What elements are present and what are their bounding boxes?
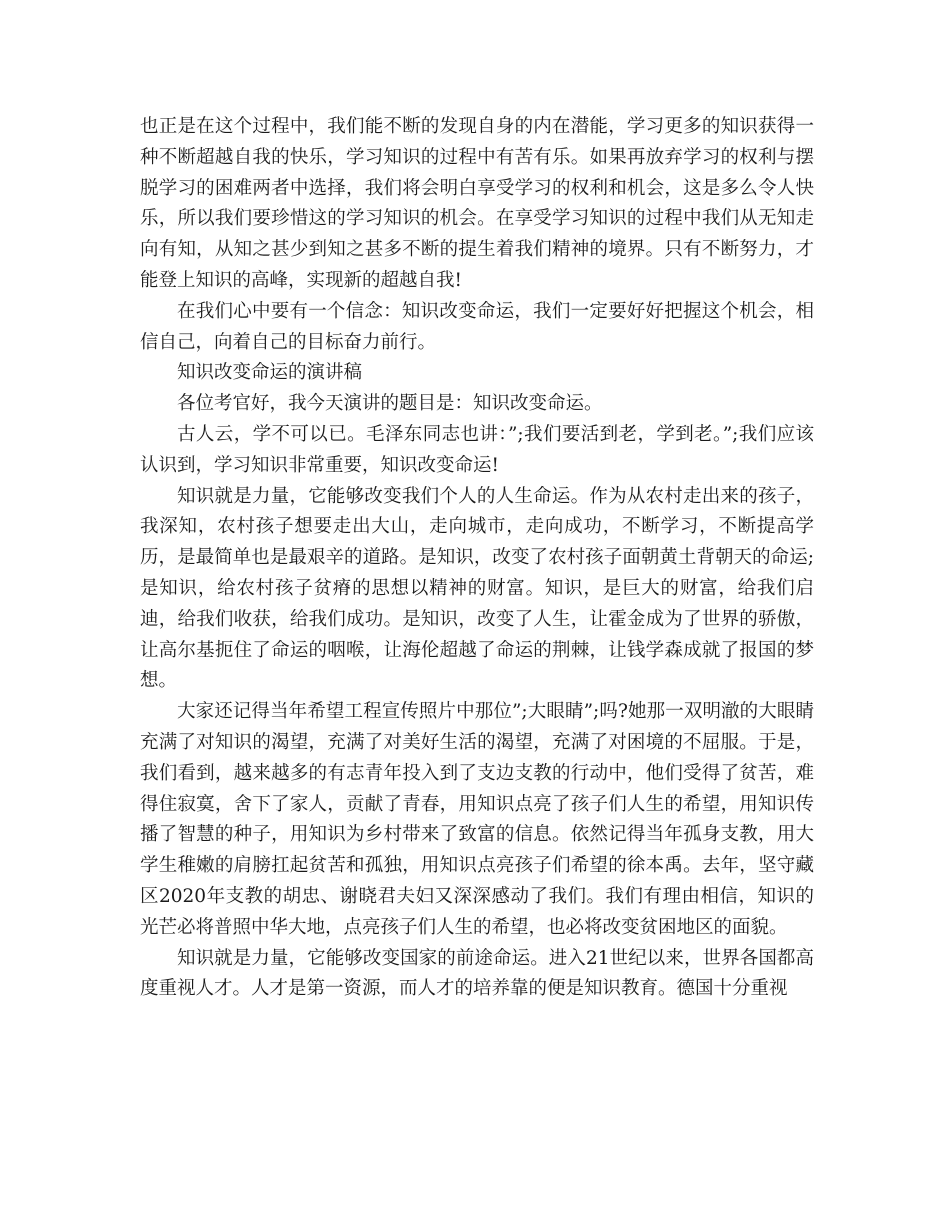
paragraph: 在我们心中要有一个信念：知识改变命运，我们一定要好好把握这个机会，相信自己，向着自己的目标奋力前行。 <box>140 300 814 353</box>
paragraph: 各位考官好，我今天演讲的题目是：知识改变命运。 <box>177 393 603 415</box>
paragraph: 知识就是力量，它能够改变我们个人的人生命运。作为从农村走出来的孩子，我深知，农村孩子想要走出大山，走向城市，走向成功，不断学习，不断提高学历，是最简单也是最艰辛的道路。是知识，改变了农村孩子面朝黄土背朝天的命运;是知识，给农村孩子贫瘠的思想以精神的财富。知识，是巨大的财富，给我们启迪，给我们收获，给我们成功。是知识，改变了人生，让霍金成为了世界的骄傲，让高尔基扼住了命运的咽喉，让海伦超越了命运的荆棘，让钱学森成就了报国的梦想。 <box>140 485 814 692</box>
document-page <box>140 112 814 1005</box>
paragraph: 大家还记得当年希望工程宣传照片中那位”;大眼睛”;吗?她那一双明澈的大眼睛充满了对知识的渴望，充满了对美好生活的渴望，充满了对困境的不屈服。于是，我们看到，越来越多的有志青年投入到了支边支教的行动中，他们受得了贫苦，难得住寂寞，舍下了家人，贡献了青春，用知识点亮了孩子们人生的希望，用知识传播了智慧的种子，用知识为乡村带来了致富的信息。依然记得当年孤身支教，用大学生稚嫩的肩膀扛起贫苦和孤独，用知识点亮孩子们希望的徐本禹。去年，坚守藏区2020年支教的胡忠、谢晓君夫妇又深深感动了我们。我们有理由相信，知识的光芒必将普照中华大地，点亮孩子们人生的希望，也必将改变贫困地区的面貌。 <box>140 701 814 938</box>
paragraph: 古人云，学不可以已。毛泽东同志也讲：”;我们要活到老，学到老。”;我们应该认识到，学习知识非常重要，知识改变命运! <box>140 423 814 476</box>
section-title: 知识改变命运的演讲稿 <box>177 362 363 384</box>
paragraph: 知识就是力量，它能够改变国家的前途命运。进入21世纪以来，世界各国都高度重视人才。人才是第一资源，而人才的培养靠的便是知识教育。德国十分重视 <box>140 947 814 1000</box>
paragraph: 也正是在这个过程中，我们能不断的发现自身的内在潜能，学习更多的知识获得一种不断超越自我的快乐，学习知识的过程中有苦有乐。如果再放弃学习的权利与摆脱学习的困难两者中选择，我们将会明白享受学习的权利和机会，这是多么令人快乐，所以我们要珍惜这的学习知识的机会。在享受学习知识的过程中我们从无知走向有知，从知之甚少到知之甚多不断的提生着我们精神的境界。只有不断努力，才能登上知识的高峰，实现新的超越自我! <box>140 116 814 291</box>
